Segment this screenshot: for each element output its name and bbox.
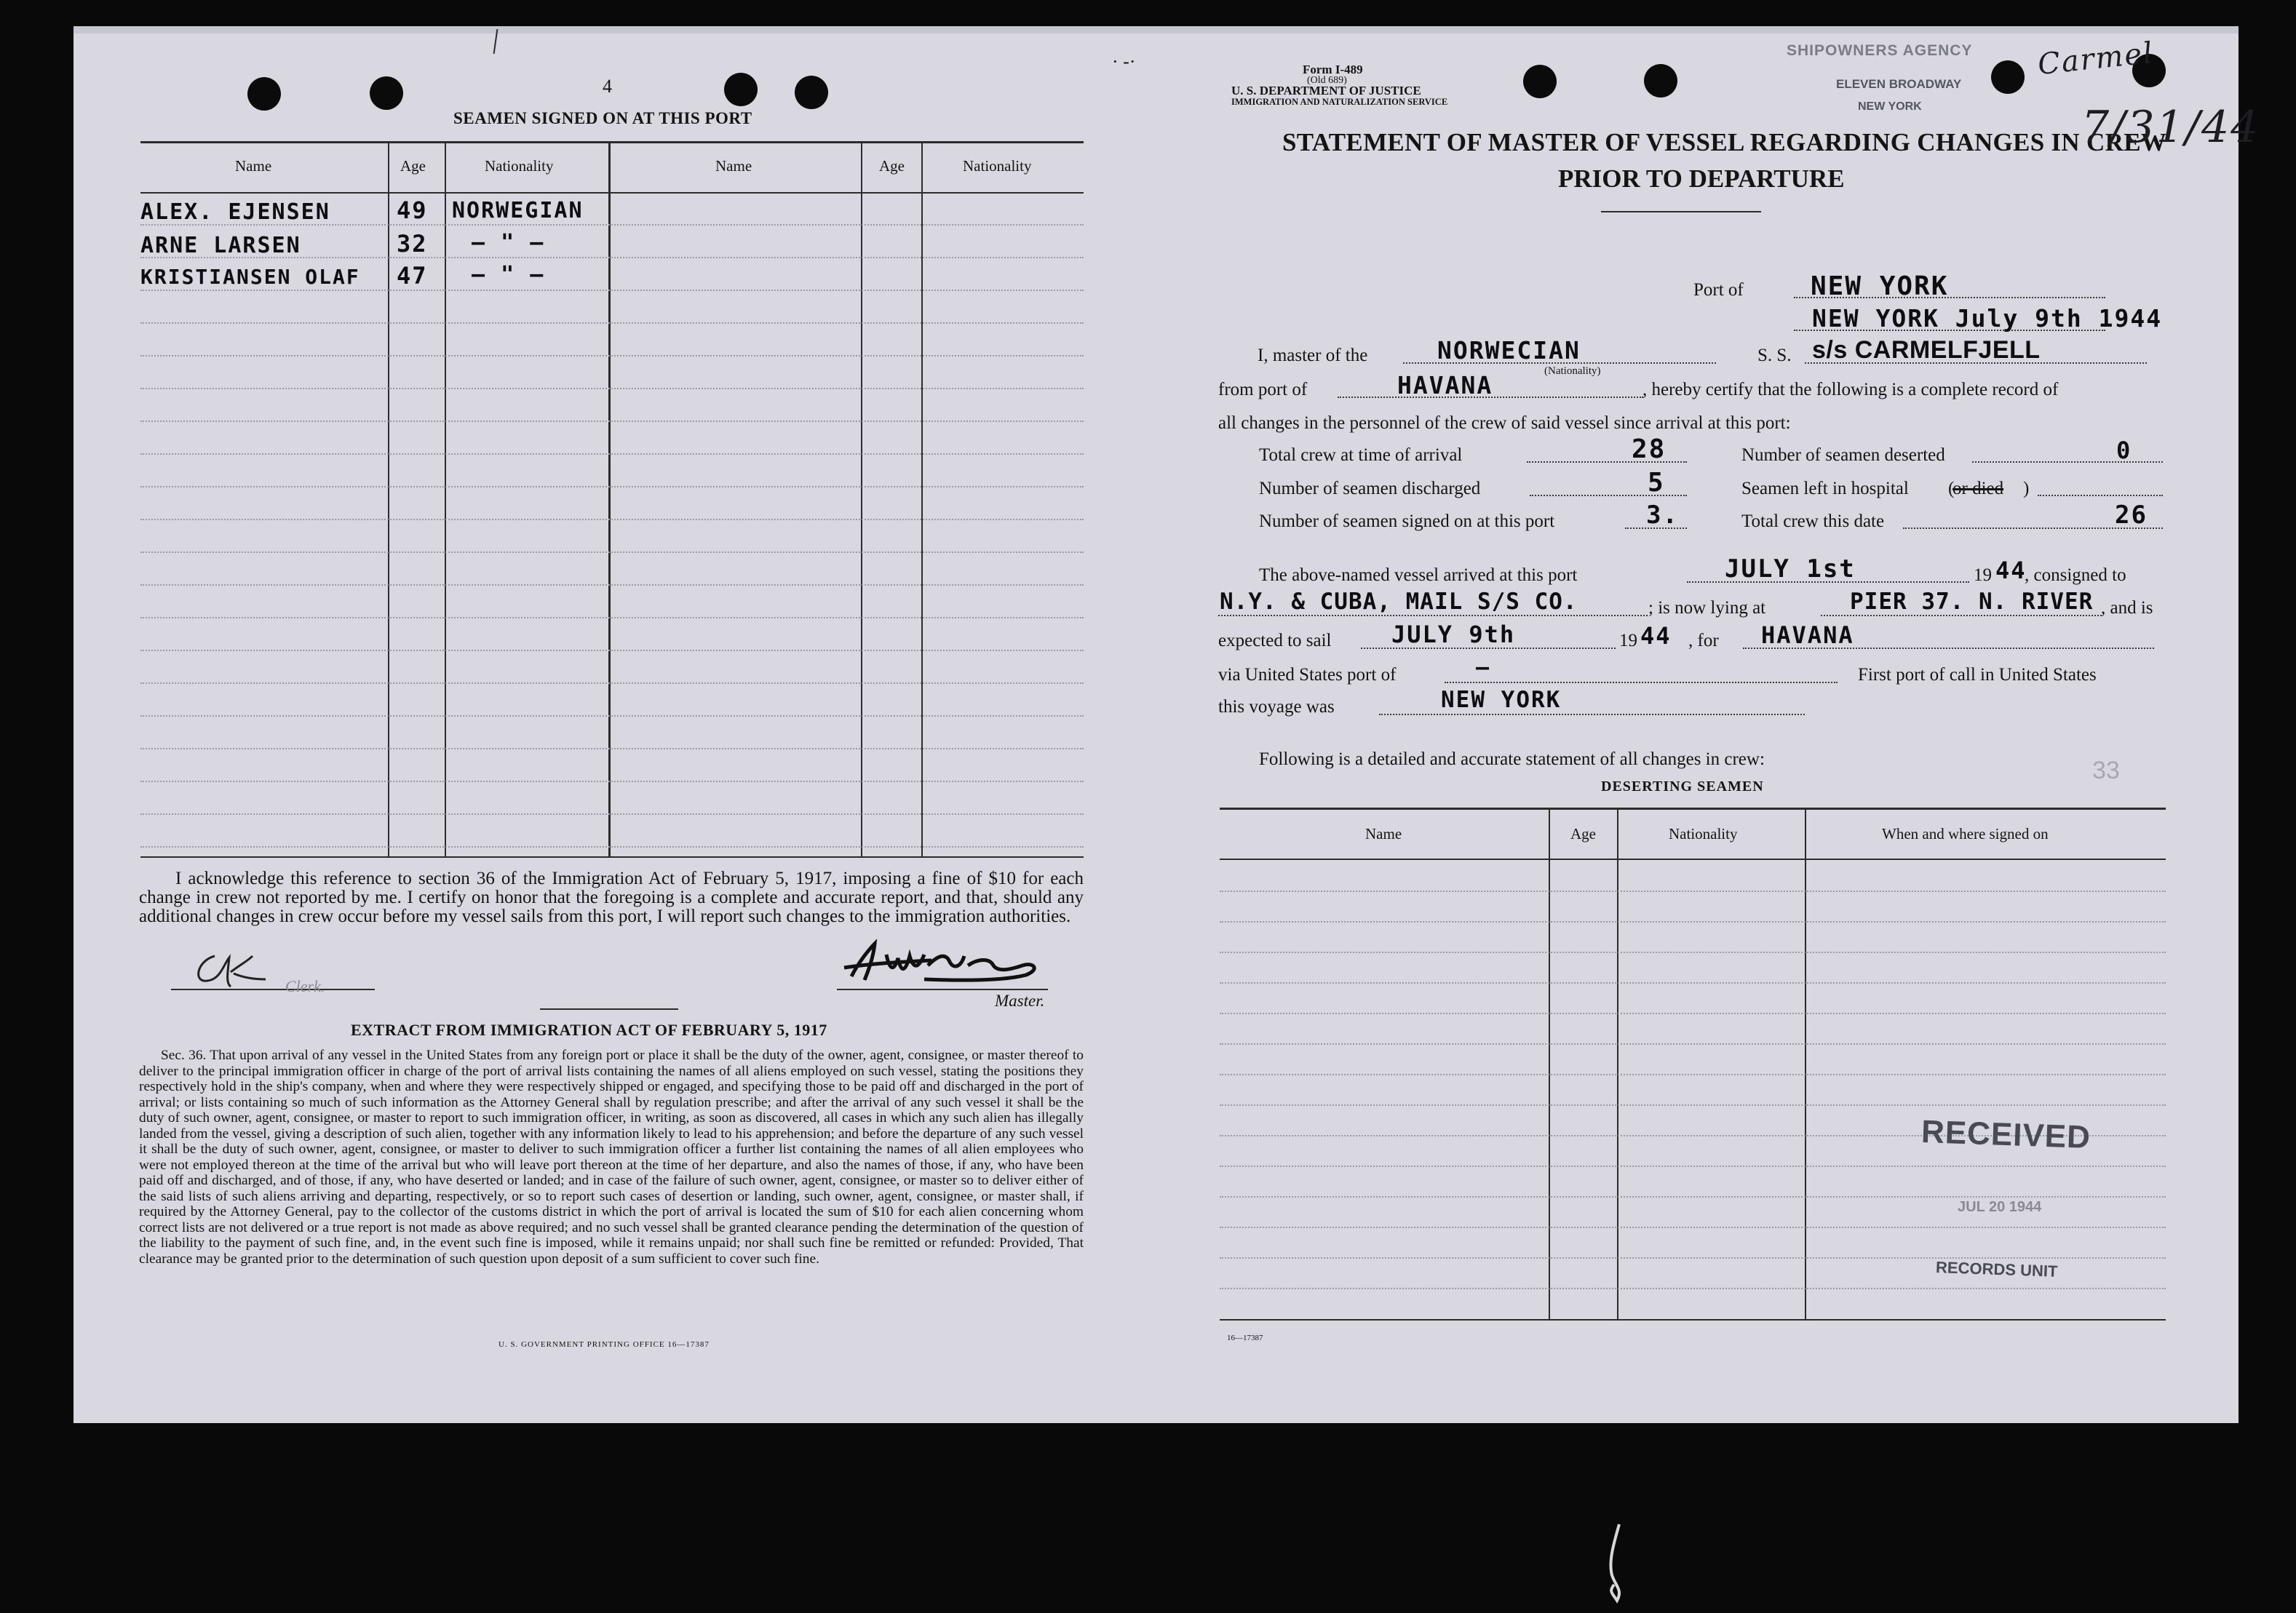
discharged-label: Number of seamen discharged (1259, 479, 1481, 498)
hospital-paren-close: ) (2023, 479, 2030, 498)
nationality-caption: (Nationality) (1544, 365, 1601, 377)
vessel-name: s/s CARMELFJELL (1812, 336, 2041, 364)
table-ruled-rows (140, 194, 1084, 856)
col-header-name: Name (235, 157, 272, 175)
table-bottom-rule (1220, 1319, 2166, 1321)
form-number: Form I-489 (1303, 63, 1363, 76)
printer-note: 16—17387 (1227, 1334, 1263, 1342)
records-unit-stamp: RECORDS UNIT (1935, 1258, 2058, 1281)
clerk-label: Clerk. (285, 977, 325, 995)
nationality-value: NORWECIAN (1437, 336, 1581, 365)
table-top-rule (140, 141, 1084, 143)
punch-hole (247, 77, 281, 111)
via-line (1445, 682, 1838, 683)
crew-row-nationality: — " — (472, 262, 545, 287)
form-old-number: (Old 689) (1307, 75, 1347, 86)
total-crew-date-label: Total crew this date (1741, 511, 1885, 531)
section-title: SEAMEN SIGNED ON AT THIS PORT (453, 109, 752, 127)
corner-handwritten-note: Carmel (2036, 36, 2156, 82)
consignee: N.Y. & CUBA, MAIL S/S CO. (1220, 589, 1578, 615)
deserted-value: 0 (2116, 437, 2132, 464)
agency-stamp-line2: ELEVEN BROADWAY (1836, 77, 1962, 91)
margin-pen-mark (1601, 1521, 1630, 1608)
crew-row-nationality: NORWEGIAN (452, 198, 584, 223)
faint-number: 33 (2092, 757, 2120, 784)
title-underline (1601, 211, 1761, 212)
crew-row-name: KRISTIANSEN OLAF (140, 265, 360, 289)
master-signature (830, 933, 1062, 991)
master-label: Master. (995, 992, 1045, 1010)
col-header-name: Name (1365, 825, 1402, 843)
crew-row-name: ARNE LARSEN (140, 233, 301, 258)
total-crew-arrival-value: 28 (1632, 434, 1667, 464)
hospital-label: Seamen left in hospital (1741, 479, 1909, 498)
acknowledgment-paragraph: I acknowledge this reference to section 36 of the Immigration Act of February 5, 1917, imposing a fine of $10 for each change in crew not reported by me. I certify on honor that the foregoing is a complete and accurate report, and that, should any additional changes in crew occur before my vessel sails from this port, I will report such changes to the immigration authorities. (139, 869, 1084, 926)
consigned-text: , consigned to (2025, 565, 2126, 585)
punch-hole (1991, 60, 2025, 94)
hospital-struck-text: or died (1953, 479, 2004, 498)
department-name: U. S. DEPARTMENT OF JUSTICE (1231, 84, 1421, 97)
year-prefix: 19 (1974, 565, 1992, 585)
deserting-title: DESERTING SEAMEN (1601, 778, 1764, 794)
col-header-nationality: Nationality (963, 157, 1032, 175)
sail-date: JULY 9th (1391, 621, 1516, 648)
port-value: NEW YORK (1811, 271, 1949, 301)
year-prefix: 19 (1619, 631, 1637, 650)
following-text: Following is a detailed and accurate statement of all changes in crew: (1259, 749, 1765, 769)
crew-row-name: ALEX. EJENSEN (140, 199, 330, 225)
master-of-label: I, master of the (1258, 346, 1368, 365)
voyage-line (1379, 714, 1805, 715)
master-signature-line (837, 989, 1048, 990)
expected-text: expected to sail (1218, 631, 1332, 650)
table-ruled-rows (1220, 860, 2166, 1318)
hospital-paren-open: ( (1948, 479, 1955, 498)
date-value: NEW YORK July 9th 1944 (1812, 304, 2163, 332)
and-is-text: , and is (2101, 598, 2153, 618)
crew-row-age: 47 (397, 262, 428, 290)
arrived-date: JULY 1st (1725, 554, 1856, 584)
agency-stamp-line1: SHIPOWNERS AGENCY (1787, 42, 1973, 59)
received-stamp-date: JUL 20 1944 (1958, 1199, 2042, 1215)
signed-on-label: Number of seamen signed on at this port (1259, 511, 1555, 531)
form-title-line2: PRIOR TO DEPARTURE (1558, 164, 1845, 193)
signed-on-value: 3. (1646, 501, 1679, 530)
col-header-name: Name (715, 157, 752, 175)
sail-year: 44 (1640, 622, 1672, 650)
clerk-signature-line (171, 989, 375, 990)
printer-note: U. S. GOVERNMENT PRINTING OFFICE 16—17387 (498, 1340, 710, 1349)
leader-dots (2038, 495, 2163, 496)
voyage-text: this voyage was (1218, 697, 1335, 717)
from-port-label: from port of (1218, 380, 1308, 399)
extract-divider (540, 1008, 678, 1010)
table-top-rule (1220, 808, 2166, 810)
col-header-age: Age (879, 157, 905, 175)
received-stamp: RECEIVED (1920, 1113, 2092, 1156)
form-title-line1: STATEMENT OF MASTER OF VESSEL REGARDING CHANGES IN CREW (1282, 128, 2167, 156)
port-label: Port of (1693, 280, 1744, 300)
pen-mark: · -· (1112, 51, 1136, 72)
total-crew-arrival-label: Total crew at time of arrival (1259, 445, 1463, 465)
punch-hole (724, 73, 758, 106)
total-crew-date-value: 26 (2115, 501, 2148, 530)
via-text: via United States port of (1218, 665, 1397, 685)
pier-line (1821, 615, 2102, 616)
page-number: 4 (603, 76, 612, 97)
ss-label: S. S. (1757, 346, 1792, 365)
punch-hole (1644, 64, 1677, 97)
destination: HAVANA (1761, 621, 1854, 649)
punch-hole (795, 76, 828, 109)
for-text: , for (1688, 631, 1719, 650)
crew-row-nationality: — " — (472, 230, 545, 255)
discharged-value: 5 (1648, 468, 1665, 498)
col-header-when-where: When and where signed on (1882, 825, 2049, 843)
consignee-line (1218, 615, 1648, 616)
deserting-seamen-table (1220, 808, 2166, 1321)
service-name: IMMIGRATION AND NATURALIZATION SERVICE (1231, 97, 1448, 107)
crew-row-age: 32 (397, 230, 428, 258)
signed-on-table (140, 141, 1084, 858)
first-port-text: First port of call in United States (1858, 665, 2097, 685)
col-header-age: Age (1570, 825, 1596, 843)
col-header-nationality: Nationality (485, 157, 554, 175)
lying-text: ; is now lying at (1648, 598, 1766, 618)
col-header-nationality: Nationality (1669, 825, 1738, 843)
leader-dots (1972, 461, 2163, 463)
agency-stamp-line3: NEW YORK (1858, 100, 1922, 113)
top-edge (74, 26, 2239, 33)
col-header-age: Age (400, 157, 426, 175)
extract-body (139, 1048, 1084, 1267)
arrived-text: The above-named vessel arrived at this port (1259, 565, 1578, 585)
extract-text: Sec. 36. That upon arrival of any vessel in the United States from any foreign port or place it shall be the duty of the owner, agent, consignee, or master thereof to deliver to the principal immigration officer in charge of the port of arrival lists containing the names of all aliens employed on such vessel, stating the positions they respectively hold in the ship's company, when and where they were respectively shipped or engaged, and specifying those to be paid off and discharged in the port of arrival; or lists containing so much of such information as the Attorney General shall by regulation prescribe; and after the arrival of any such vessel it shall be the duty of such owner, agent, consignee, or master to report to such immigration officer, in writing, as soon as discovered, all cases in which any such alien has illegally landed from the vessel, giving a description of such alien, together with any information likely to lead to his apprehension; and before the departure of any such vessel it shall be the duty of such owner, agent, consignee, or master to deliver to such immigration officer a further list containing the names of all alien employees who were not employed thereon at the time of the arrival but who will leave port thereon at the time of her departure, and also the names of those, if any, who have been paid off and discharged, and of those, if any, who have deserted or landed; and in case of the failure of such owner, agent, consignee, or master so to deliver either of the said lists of such aliens arriving and departing, respectively, or so to report such cases of desertion or landing, such owner, agent, consignee, or master shall, if required by the Attorney General, pay to the collector of the customs district in which the port of arrival is located the sum of $10 for each alien concerning whom correct lists are not delivered or a true report is not made as above required; and no such vessel shall be granted clearance pending the determination of the question of the liability to the payment of such fine, and, in the event such fine is imposed, while it remains unpaid; nor shall such fine be remitted or refunded: Provided, That clearance may be granted prior to the determination of such question upon deposit of a sum sufficient to cover such fine. (139, 1048, 1084, 1267)
from-port-value: HAVANA (1397, 371, 1493, 399)
clerk-signature (186, 943, 295, 994)
via-value: — (1476, 655, 1491, 680)
table-bottom-rule (140, 856, 1084, 858)
crew-row-age: 49 (397, 196, 428, 224)
voyage-value: NEW YORK (1441, 687, 1562, 713)
extract-title: EXTRACT FROM IMMIGRATION ACT OF FEBRUARY 5, 1917 (351, 1021, 827, 1039)
arrived-year: 44 (1995, 557, 2027, 584)
punch-hole (1523, 65, 1557, 98)
certify-text: , hereby certify that the following is a complete record of (1642, 380, 2059, 399)
punch-hole (370, 76, 403, 110)
corner-handwritten-date: 7/31/44 (2081, 102, 2260, 153)
deserted-label: Number of seamen deserted (1741, 445, 1945, 465)
all-changes-text: all changes in the personnel of the crew of said vessel since arrival at this port: (1218, 413, 1791, 433)
pier-value: PIER 37. N. RIVER (1850, 589, 2094, 615)
